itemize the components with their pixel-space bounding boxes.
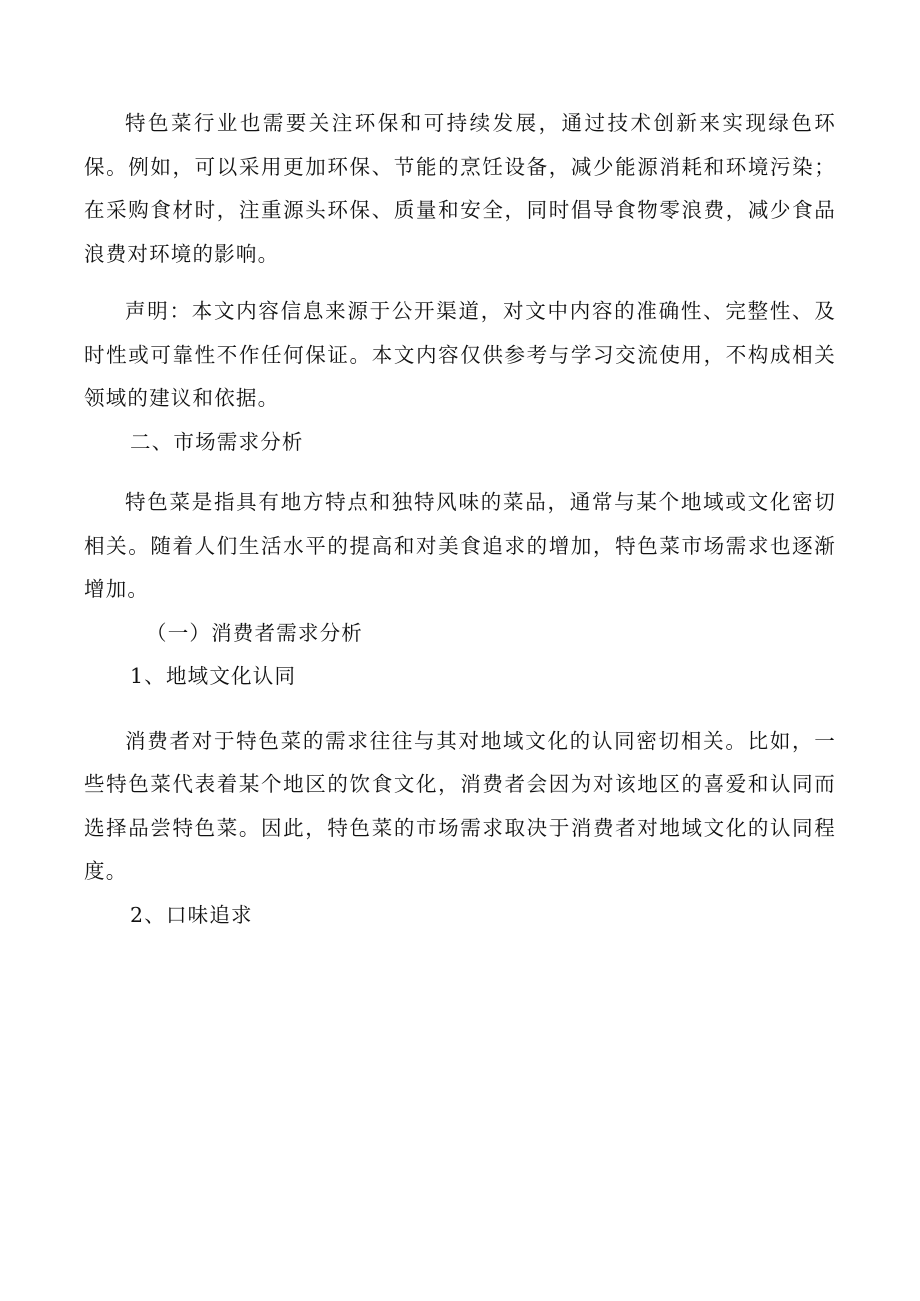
paragraph-environmental: 特色菜行业也需要关注环保和可持续发展，通过技术创新来实现绿色环保。例如，可以采用更加环保、节能的烹饪设备，减少能源消耗和环境污染；在采购食材时，注重源头环保、质量和安全，同时倡导食物零浪费，减少食品浪费对环境的影响。 [84,111,836,266]
paragraph-market-intro: 特色菜是指具有地方特点和独特风味的菜品，通常与某个地域或文化密切相关。随着人们生活水平的提高和对美食追求的增加，特色菜市场需求也逐渐增加。 [84,490,836,601]
item-heading-taste-pursuit: 2、口味追求 [130,902,253,927]
paragraph-regional-culture: 消费者对于特色菜的需求往往与其对地域文化的认同密切相关。比如，一些特色菜代表着某个地区的饮食文化，消费者会因为对该地区的喜爱和认同而选择品尝特色菜。因此，特色菜的市场需求取决于消费者对地域文化的认同程度。 [84,728,836,883]
item-heading-regional-culture: 1、地域文化认同 [130,664,297,688]
subsection-heading-consumer-demand: （一）消费者需求分析 [146,620,363,645]
paragraph-disclaimer: 声明：本文内容信息来源于公开渠道，对文中内容的准确性、完整性、及时性或可靠性不作任何保证。本文内容仅供参考与学习交流使用，不构成相关领域的建议和依据。 [84,299,836,410]
section-heading-market-demand: 二、市场需求分析 [130,429,304,454]
